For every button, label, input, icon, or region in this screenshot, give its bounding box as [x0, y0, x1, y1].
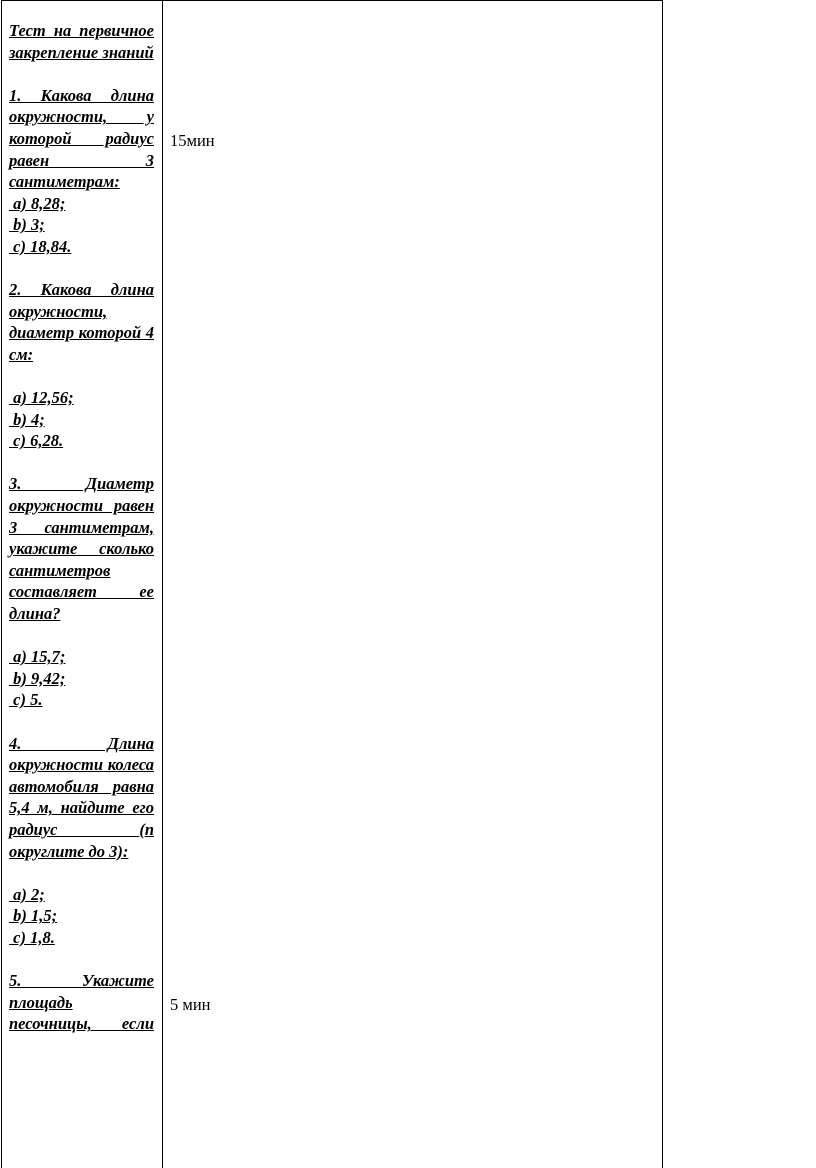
- test-title: Тест на первичное закрепление знаний: [9, 21, 154, 62]
- q2-option-a: a) 12,56;: [9, 388, 74, 408]
- question-2: 2. Какова длина окружности, диаметр которой 4 см:: [9, 280, 154, 364]
- q4-option-c: c) 1,8.: [9, 927, 55, 947]
- question-1: 1. Какова длина окружности, у которой радиус равен 3 сантиметрам:: [9, 85, 154, 192]
- table-top-border: [1, 0, 663, 1]
- q2-option-b: b) 4;: [9, 409, 45, 429]
- question-3: 3. Диаметр окружности равен 3 сантиметрам, укажите сколько сантиметров составляет ее длина?: [9, 474, 154, 624]
- question-5: 5. Укажите площадь песочницы, если: [9, 971, 154, 1034]
- q2-option-c: c) 6,28.: [9, 431, 64, 451]
- q3-option-a: a) 15,7;: [9, 647, 66, 667]
- q4-option-a: a) 2;: [9, 884, 45, 904]
- table-right-border: [662, 0, 663, 1168]
- table-column-divider: [162, 0, 163, 1168]
- q1-option-c: c) 18,84.: [9, 236, 72, 256]
- q3-option-c: c) 5.: [9, 690, 43, 710]
- q4-option-b: b) 1,5;: [9, 906, 58, 926]
- q1-option-a: a) 8,28;: [9, 193, 66, 213]
- test-cell: [9, 20, 154, 1035]
- question-4: 4. Длина окружности колеса автомобиля равна 5,4 м, найдите его радиус (п округлите до 3):: [9, 733, 154, 861]
- table-left-border: [1, 0, 2, 1168]
- q3-option-b: b) 9,42;: [9, 668, 66, 688]
- time-label-5: 5 мин: [170, 995, 211, 1014]
- time-label-15: 15мин: [170, 131, 215, 150]
- q1-option-b: b) 3;: [9, 215, 45, 235]
